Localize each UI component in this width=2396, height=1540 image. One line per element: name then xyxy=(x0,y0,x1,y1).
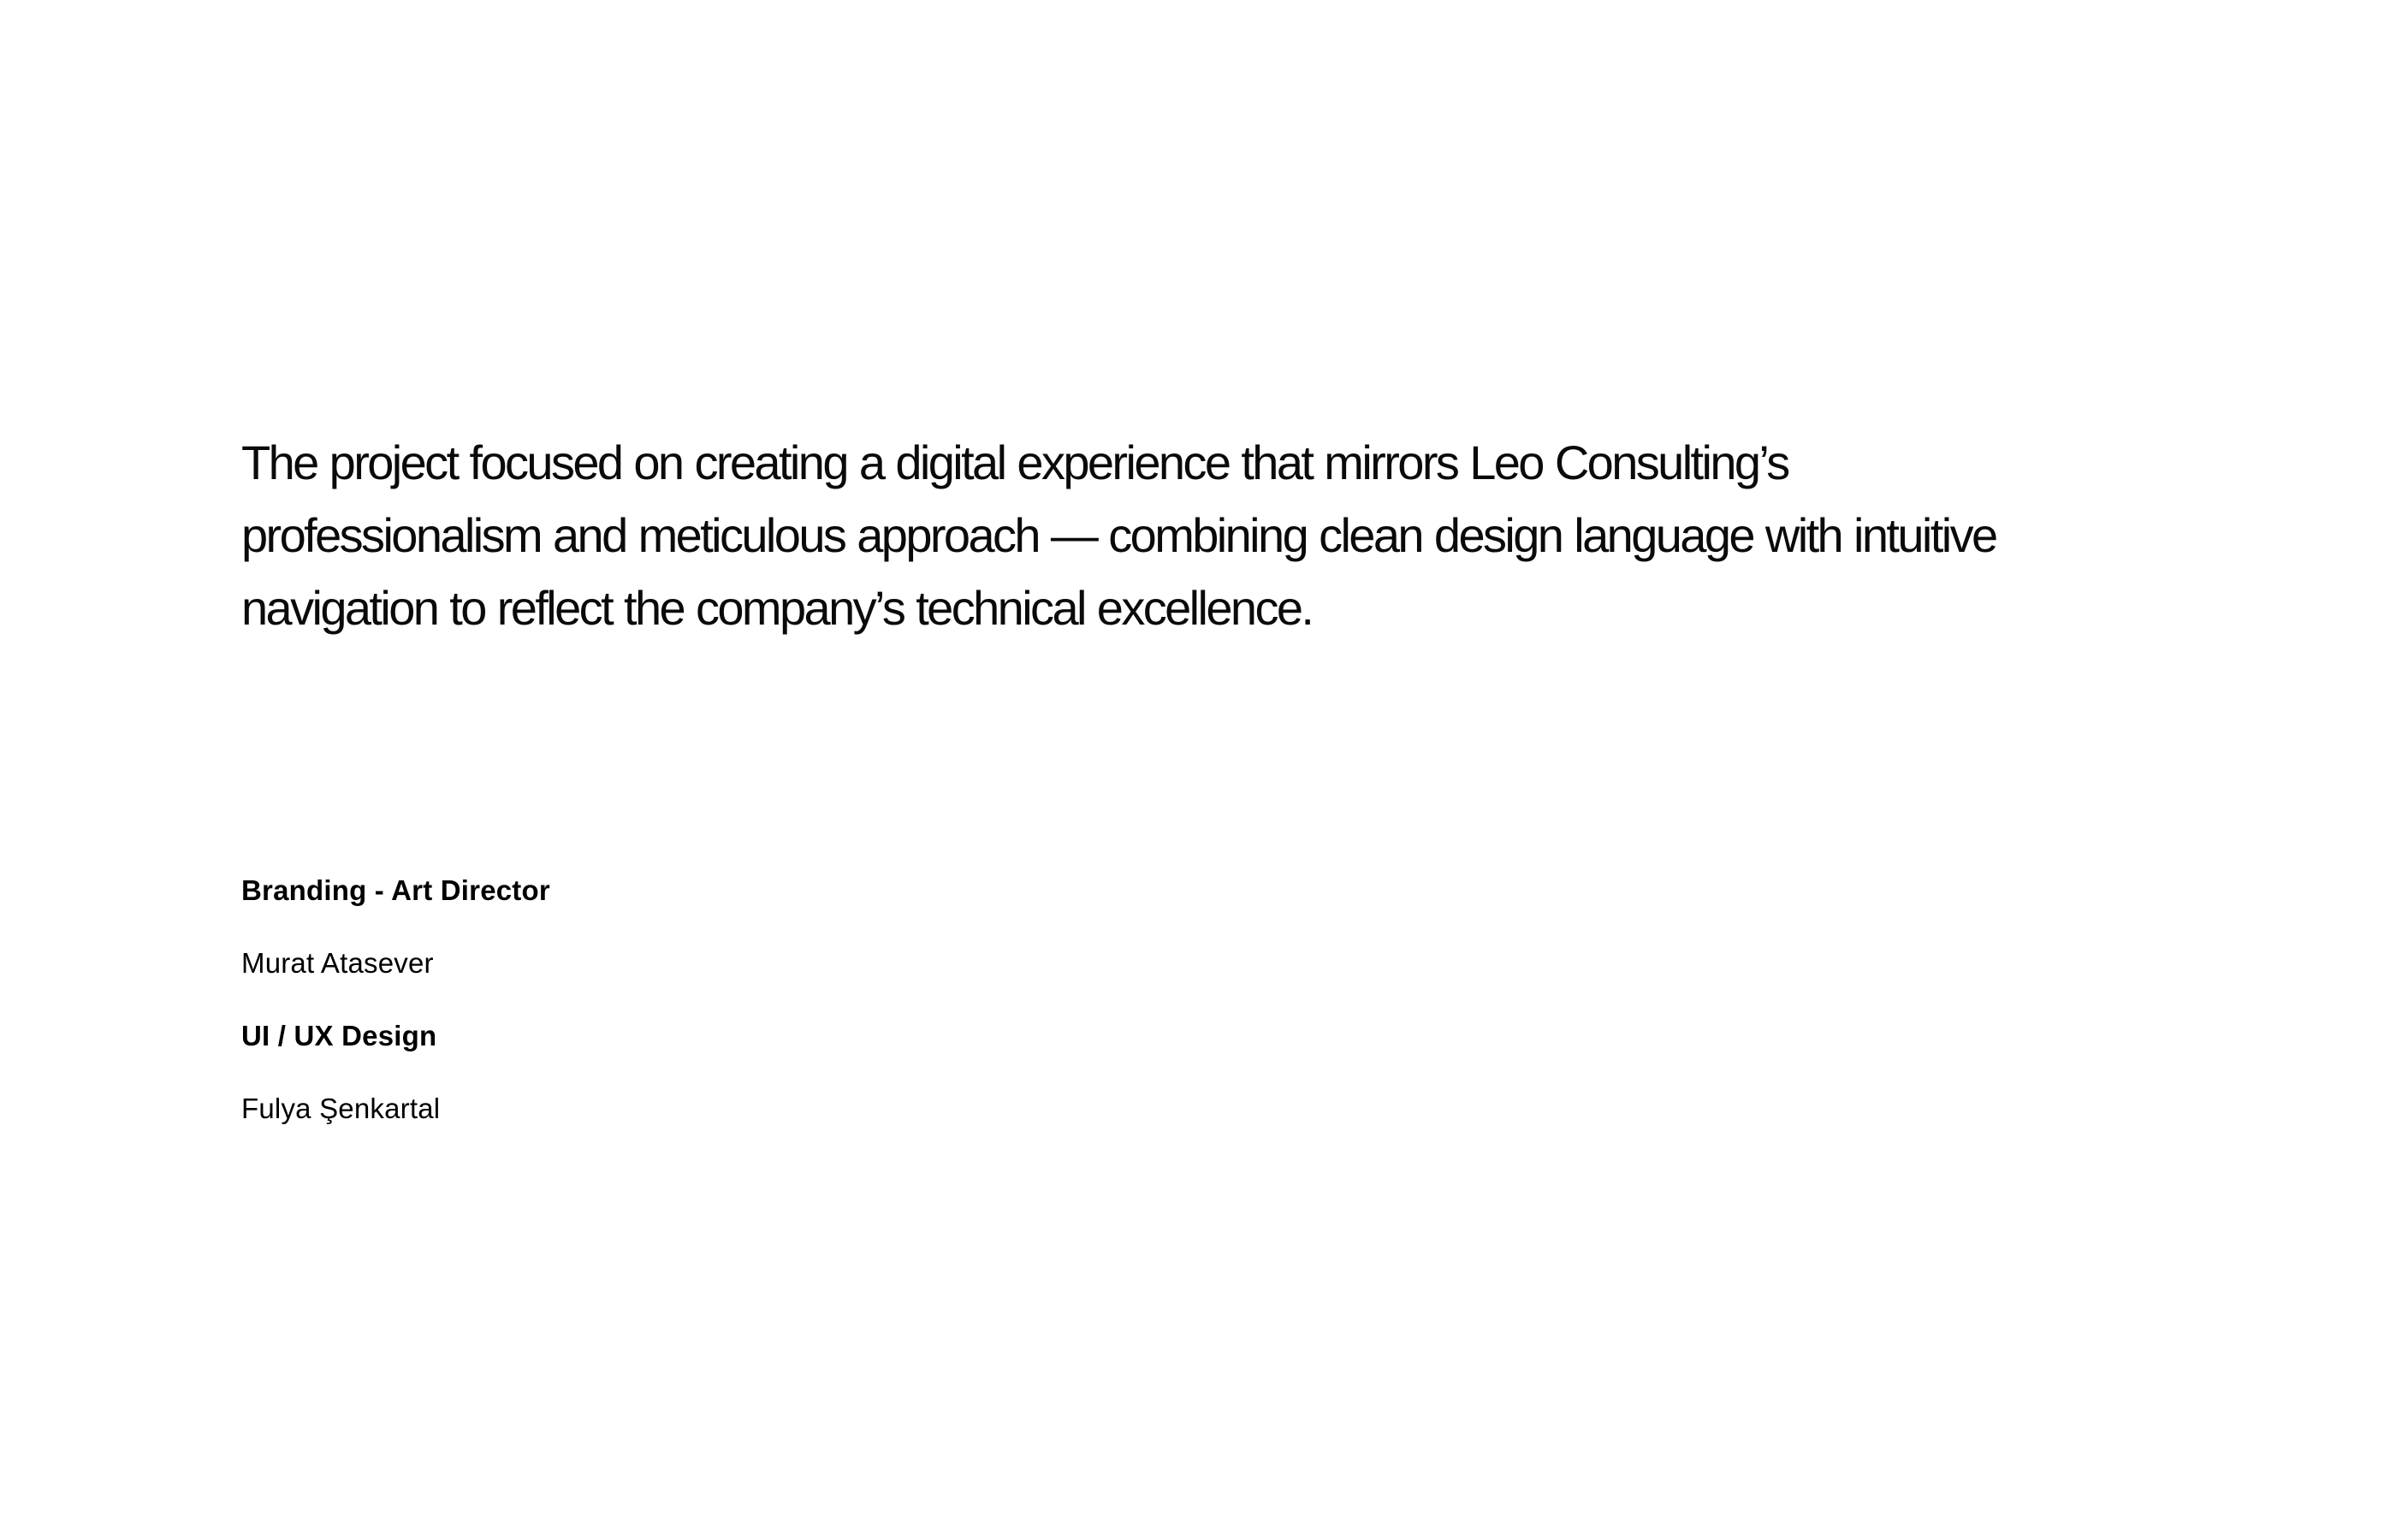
description-line-2: professionalism and meticulous approach — combining clean design language with intuitive xyxy=(241,508,1996,562)
credit-role-ux-design: UI / UX Design xyxy=(241,1020,437,1051)
credit-name-ux-design: Fulya Şenkartal xyxy=(241,1093,441,1124)
credits-list xyxy=(241,854,550,1145)
description-line-1: The project focused on creating a digital experience that mirrors Leo Consulting’s xyxy=(241,435,1788,489)
credit-name-branding: Murat Atasever xyxy=(241,947,434,979)
credit-role-branding: Branding - Art Director xyxy=(241,874,550,906)
project-description xyxy=(241,426,2175,644)
description-line-3: navigation to reflect the company’s technical excellence. xyxy=(241,581,1313,635)
